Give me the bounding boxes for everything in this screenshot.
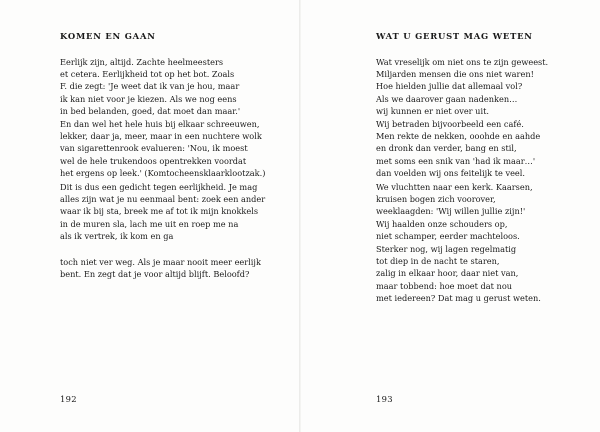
left-page <box>0 0 299 432</box>
stanza <box>376 243 541 304</box>
poem-line: Als we daarover gaan nadenken… <box>376 93 518 104</box>
stanza <box>60 181 265 242</box>
poem-line: Hoe hielden jullie dat allemaal vol? <box>376 81 523 92</box>
poem-line: En dan wel het hele huis bij elkaar schreeuwen, <box>60 119 260 129</box>
right-page <box>301 0 600 432</box>
poem-line: We vluchtten naar een kerk. Kaarsen, <box>376 182 533 192</box>
poem-line: kruisen bogen zich voorover, <box>376 194 496 205</box>
poem-line: Sterker nog, wij lagen regelmatig <box>376 244 517 254</box>
poem-line: et cetera. Eerlijkheid tot op het bot. Zoals <box>60 69 235 80</box>
poem-line: en dronk dan verder, bang en stil, <box>376 143 517 154</box>
poem-line: zalig in elkaar hoor, daar niet van, <box>376 268 519 279</box>
poem-line: van sigarettenrook evalueren: 'Nou, ik moest <box>60 143 248 154</box>
stanza <box>376 118 540 179</box>
page-number-left: 192 <box>60 394 77 404</box>
stanza <box>60 256 261 280</box>
poem-line: Wij haalden onze schouders op, <box>376 218 508 229</box>
stanza <box>60 118 265 179</box>
poem-line: waar ik bij sta, breek me af tot ik mijn knokkels <box>60 206 259 217</box>
poem-line: tot diep in de nacht te staren, <box>376 256 500 267</box>
poem-title-right: WAT U GERUST MAG WETEN <box>376 31 533 41</box>
page-number-right: 193 <box>376 394 393 404</box>
poem-line: het ergens op leek.' (Komtocheensklaarklootzak.) <box>60 167 266 178</box>
poem-line: dan voelden wij ons feitelijk te veel. <box>376 167 525 178</box>
poem-line: wij kunnen er niet over uit. <box>376 105 489 116</box>
stanza <box>60 56 240 117</box>
poem-line: niet schamper, eerder machteloos. <box>376 230 520 241</box>
poem-line: met iedereen? Dat mag u gerust weten. <box>376 292 541 303</box>
poem-line: F. die zegt: 'Je weet dat ik van je hou, maar <box>60 81 240 92</box>
poem-line: lekker, daar ja, meer, maar in een nuchtere wolk <box>60 131 262 142</box>
poem-line: Dit is dus een gedicht tegen eerlijkheid. Je mag <box>60 182 258 192</box>
stanza <box>376 56 548 117</box>
poem-line: met soms een snik van 'had ik maar…' <box>376 155 536 166</box>
stanza <box>376 181 533 242</box>
poem-title-left: KOMEN EN GAAN <box>60 31 156 41</box>
poem-line: weeklaagden: 'Wij willen jullie zijn!' <box>376 206 526 217</box>
poem-line: ik kan niet voor je kiezen. Als we nog eens <box>60 93 237 104</box>
poem-line: Miljarden mensen die ons niet waren! <box>376 69 534 80</box>
poem-line: Eerlijk zijn, altijd. Zachte heelmeesters <box>60 57 224 67</box>
poem-line: in bed belanden, goed, dat moet dan maar.' <box>60 105 241 116</box>
poem-line: Wat vreselijk om niet ons te zijn geweest. <box>376 57 549 67</box>
poem-line: als ik vertrek, ik kom en ga <box>60 230 174 241</box>
poem-line: Wij betraden bijvoorbeeld een café. <box>376 119 524 129</box>
poem-line: alles zijn wat je nu eenmaal bent: zoek een ander <box>60 194 266 205</box>
poem-line: Men rekte de nekken, ooohde en aahde <box>376 131 541 142</box>
poem-line: wel de hele trukendoos opentrekken voordat <box>60 155 247 166</box>
poem-line: maar tobbend: hoe moet dat nou <box>376 280 513 291</box>
poem-line: toch niet ver weg. Als je maar nooit meer eerlijk <box>60 257 261 267</box>
poem-line: in de muren sla, lach me uit en roep me na <box>60 218 239 229</box>
poem-line: bent. En zegt dat je voor altijd blijft. Beloofd? <box>60 269 250 280</box>
